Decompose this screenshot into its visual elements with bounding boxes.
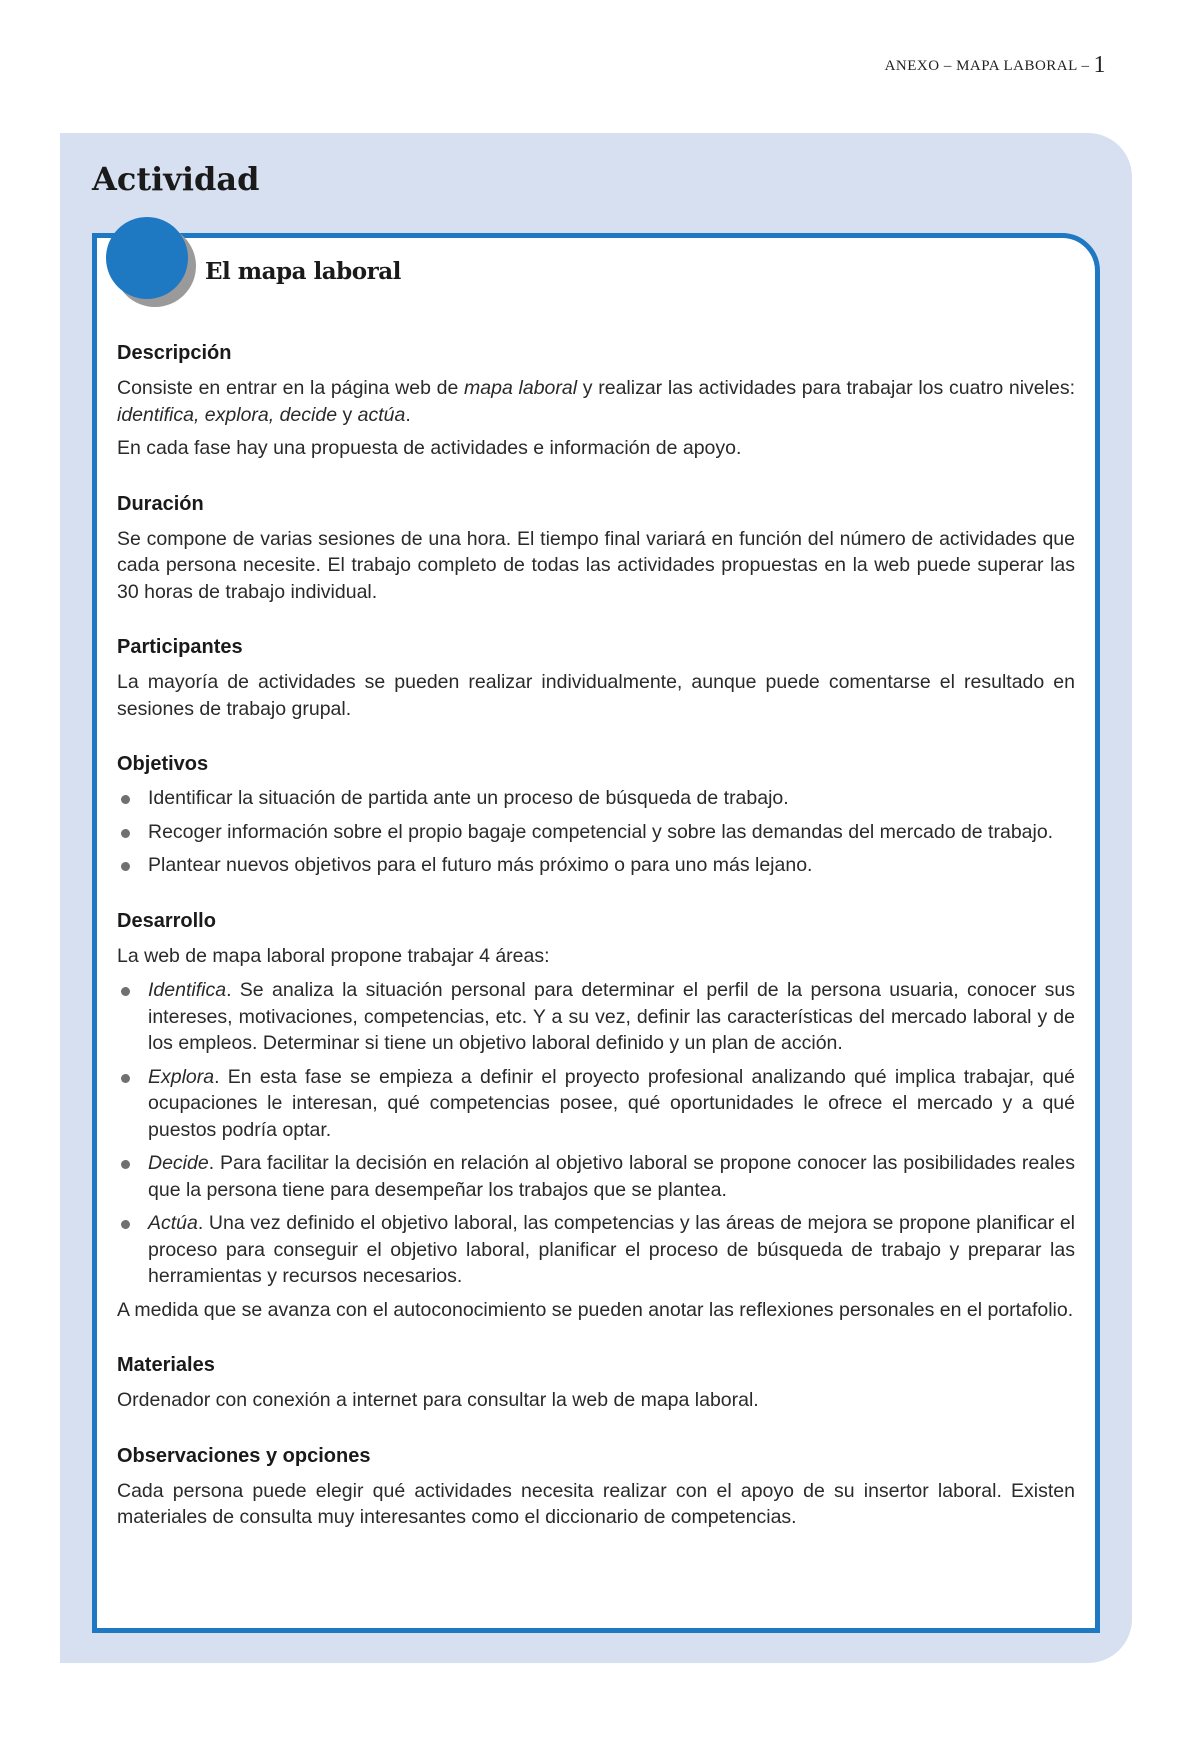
duracion-section — [117, 491, 1075, 606]
descripcion-em-1: mapa laboral — [464, 377, 578, 399]
list-item — [117, 1064, 1075, 1144]
bullet-icon — [121, 1220, 130, 1229]
bullet-icon — [121, 862, 130, 871]
bullet-icon — [121, 987, 130, 996]
materiales-section — [117, 1352, 1075, 1414]
observaciones-heading: Observaciones y opciones — [117, 1444, 371, 1467]
desarrollo-list — [117, 977, 1075, 1290]
descripcion-text-d: . — [405, 403, 411, 426]
bullet-icon — [121, 1074, 130, 1083]
descripcion-text-a: Consiste en entrar en la página web de — [117, 377, 465, 399]
area-term: Explora — [148, 1065, 215, 1088]
observaciones-section — [117, 1443, 1075, 1531]
section-title: Actividad — [92, 160, 260, 198]
desarrollo-outro: A medida que se avanza con el autoconocimiento se pueden anotar las reflexiones personales en el portafolio. — [117, 1298, 1074, 1321]
observaciones-paragraph: Cada persona puede elegir qué actividades necesita realizar con el apoyo de su insertor laboral. Existen materiales de consulta muy interesantes como el diccionario de competencias. — [117, 1479, 1075, 1528]
list-item — [117, 1210, 1075, 1290]
list-item — [117, 852, 1075, 879]
desarrollo-heading: Desarrollo — [117, 909, 216, 932]
page-number: 1 — [1093, 52, 1106, 78]
descripcion-paragraph-1 — [117, 375, 1075, 428]
running-header-title: ANEXO – MAPA LABORAL – — [884, 58, 1090, 74]
area-text: . En esta fase se empieza a definir el proyecto profesional analizando qué implica trabajar, qué ocupaciones le interesan, qué competencias posee, qué oportunidades le ofrece el mercado y a qué puestos podría optar. — [148, 1065, 1075, 1141]
descripcion-em-3: actúa — [357, 403, 406, 426]
descripcion-heading: Descripción — [117, 342, 232, 364]
descripcion-paragraph-2: En cada fase hay una propuesta de actividades e información de apoyo. — [117, 437, 742, 459]
list-item — [117, 785, 1075, 812]
descripcion-em-2: identifica, explora, decide — [117, 403, 338, 426]
objetivos-section — [117, 751, 1075, 879]
materiales-paragraph: Ordenador con conexión a internet para consultar la web de mapa laboral. — [117, 1389, 759, 1411]
blue-disc-icon — [106, 217, 188, 299]
area-term: Decide — [148, 1152, 209, 1174]
descripcion-text-b: y realizar las actividades para trabajar los cuatro niveles: — [577, 377, 1075, 399]
list-item — [117, 1150, 1075, 1203]
card-title: El mapa laboral — [205, 258, 401, 285]
bullet-icon — [121, 795, 130, 804]
materiales-heading: Materiales — [117, 1354, 215, 1376]
objetivo-text: Recoger información sobre el propio bagaje competencial y sobre las demandas del mercado de trabajo. — [148, 820, 1054, 843]
duracion-paragraph: Se compone de varias sesiones de una hora. El tiempo final variará en función del número de actividades que cada persona necesite. El trabajo completo de todas las actividades propuestas en la web puede superar las 30 horas de trabajo individual. — [117, 527, 1075, 603]
running-header — [885, 52, 1106, 79]
area-term: Identifica — [148, 979, 227, 1001]
desarrollo-section — [117, 908, 1075, 1324]
descripcion-text-c: y — [337, 403, 358, 426]
objetivos-heading: Objetivos — [117, 753, 209, 775]
participantes-section — [117, 634, 1075, 722]
objetivo-text: Identificar la situación de partida ante un proceso de búsqueda de trabajo. — [148, 787, 789, 809]
participantes-paragraph: La mayoría de actividades se pueden realizar individualmente, aunque puede comentarse el resultado en sesiones de trabajo grupal. — [117, 671, 1075, 720]
bullet-icon — [121, 1160, 130, 1169]
area-term: Actúa — [148, 1212, 198, 1234]
duracion-heading: Duración — [117, 492, 204, 515]
list-item — [117, 977, 1075, 1057]
area-text: . Para facilitar la decisión en relación al objetivo laboral se propone conocer las posibilidades reales que la persona tiene para desempeñar los trabajos que se plantea. — [148, 1152, 1075, 1201]
card-content — [117, 340, 1075, 1560]
desarrollo-intro: La web de mapa laboral propone trabajar 4 áreas: — [117, 944, 550, 967]
bullet-icon — [121, 829, 130, 838]
area-text: . Se analiza la situación personal para determinar el perfil de la persona usuaria, conocer sus intereses, motivaciones, competencias, etc. Y a su vez, definir las características del mercado laboral y de los empleos. Determinar si tiene un objetivo laboral definido y un plan de acción. — [148, 979, 1075, 1054]
objetivo-text: Plantear nuevos objetivos para el futuro más próximo o para uno más lejano. — [148, 854, 813, 876]
area-text: . Una vez definido el objetivo laboral, las competencias y las áreas de mejora se propone planificar el proceso para conseguir el objetivo laboral, planificar el proceso de búsqueda de trabajo y preparar las herramientas y recursos necesarios. — [148, 1212, 1075, 1287]
list-item — [117, 819, 1075, 846]
participantes-heading: Participantes — [117, 636, 243, 658]
descripcion-section — [117, 340, 1075, 462]
objetivos-list — [117, 785, 1075, 879]
